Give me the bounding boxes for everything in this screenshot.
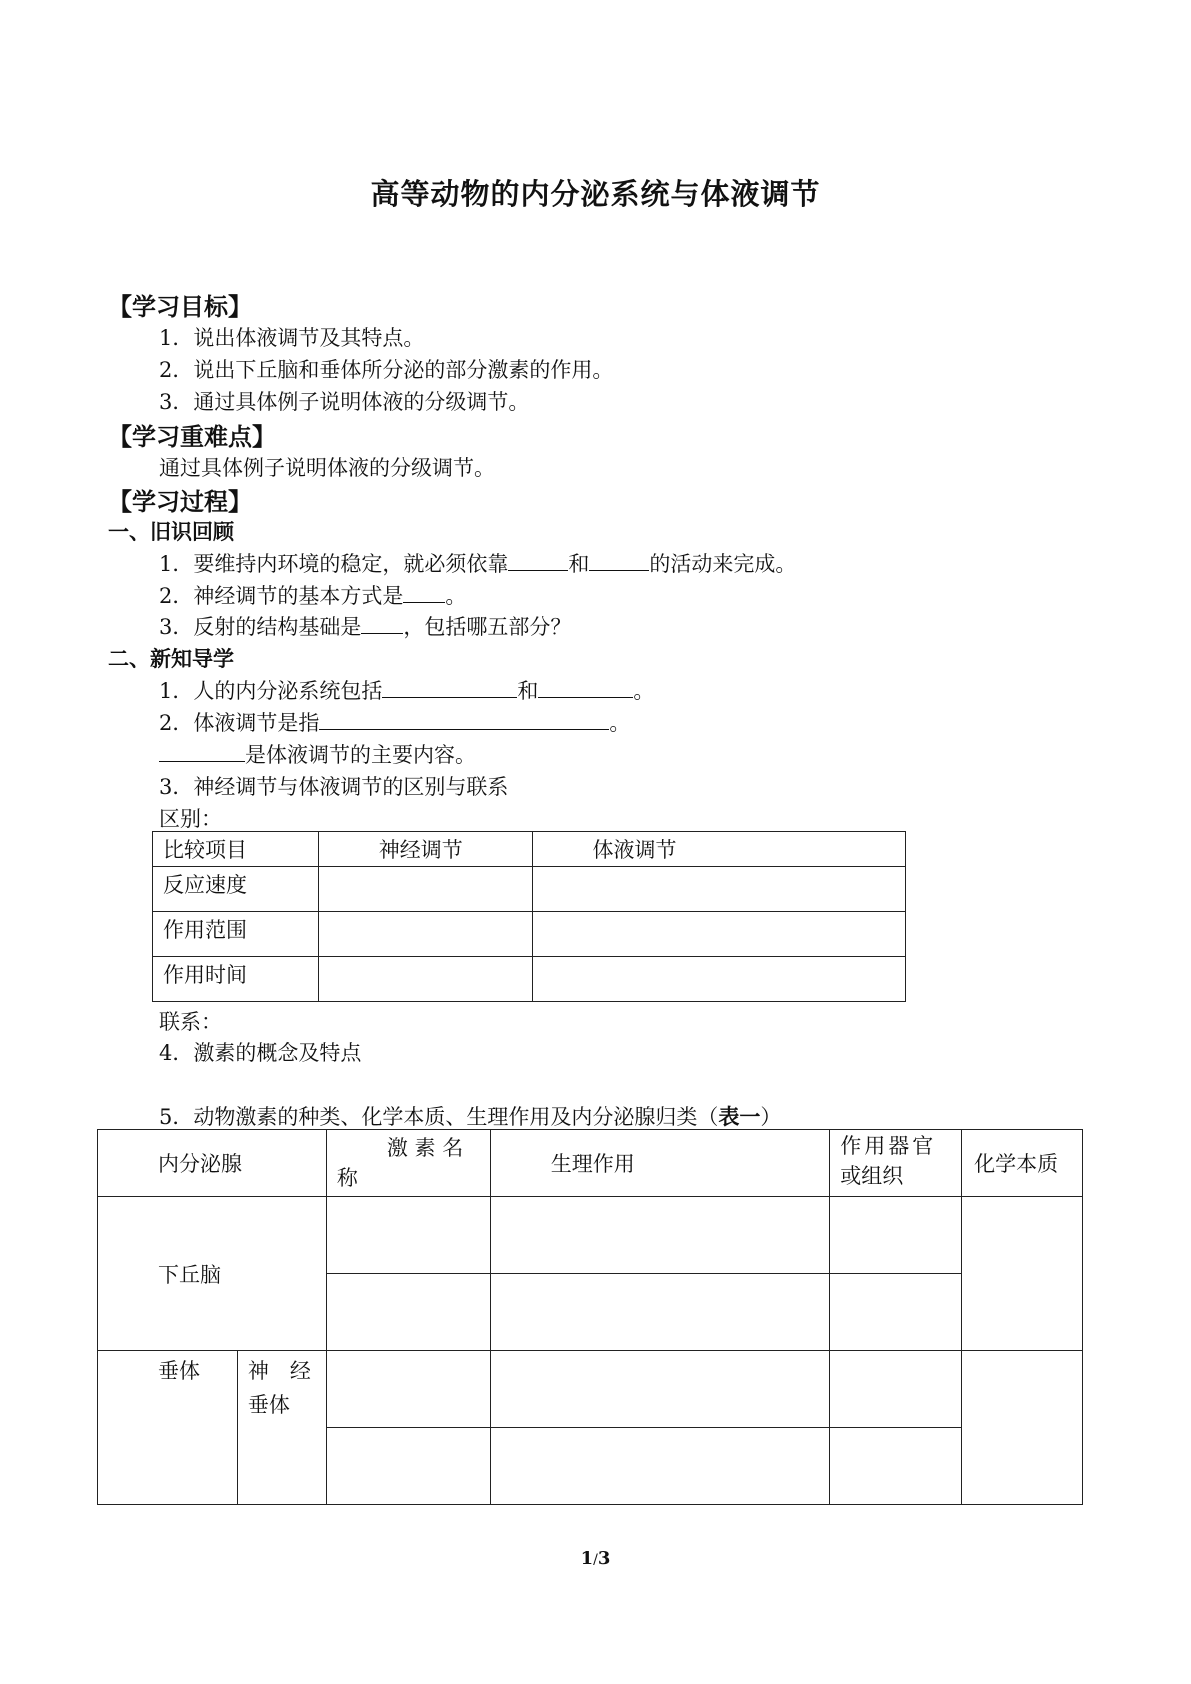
answer-cell[interactable] xyxy=(490,1428,830,1505)
new-question-2: 2．体液调节是指 。 xyxy=(159,711,631,735)
answer-cell[interactable] xyxy=(532,957,905,1002)
answer-cell[interactable] xyxy=(490,1197,830,1274)
answer-blank[interactable] xyxy=(538,679,633,698)
row-label: 作用时间 xyxy=(153,957,319,1002)
answer-cell[interactable] xyxy=(318,957,532,1002)
table-row xyxy=(98,1351,1083,1428)
new-question-1: 1．人的内分泌系统包括 和 。 xyxy=(159,679,655,703)
answer-cell[interactable] xyxy=(318,867,532,912)
table-row xyxy=(98,1197,1083,1274)
new-question-2-line2: 是体液调节的主要内容。 xyxy=(159,739,476,769)
relation-label: 联系： xyxy=(159,1010,222,1034)
answer-cell[interactable] xyxy=(326,1274,490,1351)
answer-blank[interactable] xyxy=(361,615,403,634)
gland-cell-neurohypophysis: 神 经 垂体 xyxy=(237,1351,326,1505)
table-header-cell: 比较项目 xyxy=(153,832,319,867)
table-header-row xyxy=(153,832,906,867)
new-question-3: 3．神经调节与体液调节的区别与联系 xyxy=(159,775,509,799)
key-points-text: 通过具体例子说明体液的分级调节。 xyxy=(159,456,495,480)
answer-blank[interactable] xyxy=(382,679,517,698)
objective-item: 3．通过具体例子说明体液的分级调节。 xyxy=(159,390,530,414)
key-points-heading: 【学习重难点】 xyxy=(108,422,276,451)
answer-blank[interactable] xyxy=(159,743,245,762)
table-row xyxy=(153,912,906,957)
objectives-heading: 【学习目标】 xyxy=(108,292,252,321)
answer-cell[interactable] xyxy=(830,1351,962,1428)
page-title: 高等动物的内分泌系统与体液调节 xyxy=(370,177,821,211)
answer-cell[interactable] xyxy=(830,1274,962,1351)
answer-cell[interactable] xyxy=(318,912,532,957)
answer-cell[interactable] xyxy=(830,1428,962,1505)
objective-item: 1．说出体液调节及其特点。 xyxy=(159,326,425,350)
table-header-row xyxy=(98,1130,1083,1197)
table-header-cell: 化学本质 xyxy=(962,1130,1083,1197)
objective-item: 2．说出下丘脑和垂体所分泌的部分激素的作用。 xyxy=(159,358,614,382)
table-header-cell: 作用器官 或组织 xyxy=(830,1130,962,1197)
table-header-cell: 体液调节 xyxy=(532,832,905,867)
review-heading: 一、旧识回顾 xyxy=(108,519,234,544)
answer-cell[interactable] xyxy=(962,1351,1083,1505)
table-header-cell: 神经调节 xyxy=(318,832,532,867)
new-knowledge-heading: 二、新知导学 xyxy=(108,646,234,671)
answer-blank[interactable] xyxy=(319,711,609,730)
review-question-3: 3．反射的结构基础是 ，包括哪五部分？ xyxy=(159,615,572,639)
difference-label: 区别： xyxy=(159,807,222,831)
table-header-cell: 生理作用 xyxy=(490,1130,830,1197)
row-label: 作用范围 xyxy=(153,912,319,957)
answer-blank[interactable] xyxy=(508,552,568,571)
hormone-table xyxy=(97,1129,1083,1505)
row-label: 反应速度 xyxy=(153,867,319,912)
new-question-5: 5．动物激素的种类、化学本质、生理作用及内分泌腺归类（表一） xyxy=(159,1104,782,1129)
review-question-2: 2．神经调节的基本方式是 。 xyxy=(159,584,467,608)
answer-cell[interactable] xyxy=(962,1197,1083,1351)
answer-cell[interactable] xyxy=(326,1197,490,1274)
review-question-1: 1．要维持内环境的稳定，就必须依靠 和 的活动来完成。 xyxy=(159,552,797,576)
new-question-4: 4．激素的概念及特点 xyxy=(159,1041,362,1065)
table-header-cell: 激 素 名 称 xyxy=(326,1130,490,1197)
page-number: 1/3 xyxy=(580,1548,611,1569)
process-heading: 【学习过程】 xyxy=(108,487,252,516)
answer-cell[interactable] xyxy=(830,1197,962,1274)
answer-cell[interactable] xyxy=(326,1428,490,1505)
gland-cell-hypothalamus: 下丘脑 xyxy=(98,1197,327,1351)
table-row xyxy=(153,867,906,912)
answer-cell[interactable] xyxy=(326,1351,490,1428)
answer-cell[interactable] xyxy=(490,1351,830,1428)
answer-cell[interactable] xyxy=(490,1274,830,1351)
answer-blank[interactable] xyxy=(403,584,445,603)
answer-cell[interactable] xyxy=(532,867,905,912)
table-header-cell: 内分泌腺 xyxy=(98,1130,327,1197)
answer-cell[interactable] xyxy=(532,912,905,957)
gland-cell-pituitary: 垂体 xyxy=(98,1351,238,1505)
answer-blank[interactable] xyxy=(589,552,649,571)
table-row xyxy=(153,957,906,1002)
comparison-table xyxy=(152,831,906,1002)
